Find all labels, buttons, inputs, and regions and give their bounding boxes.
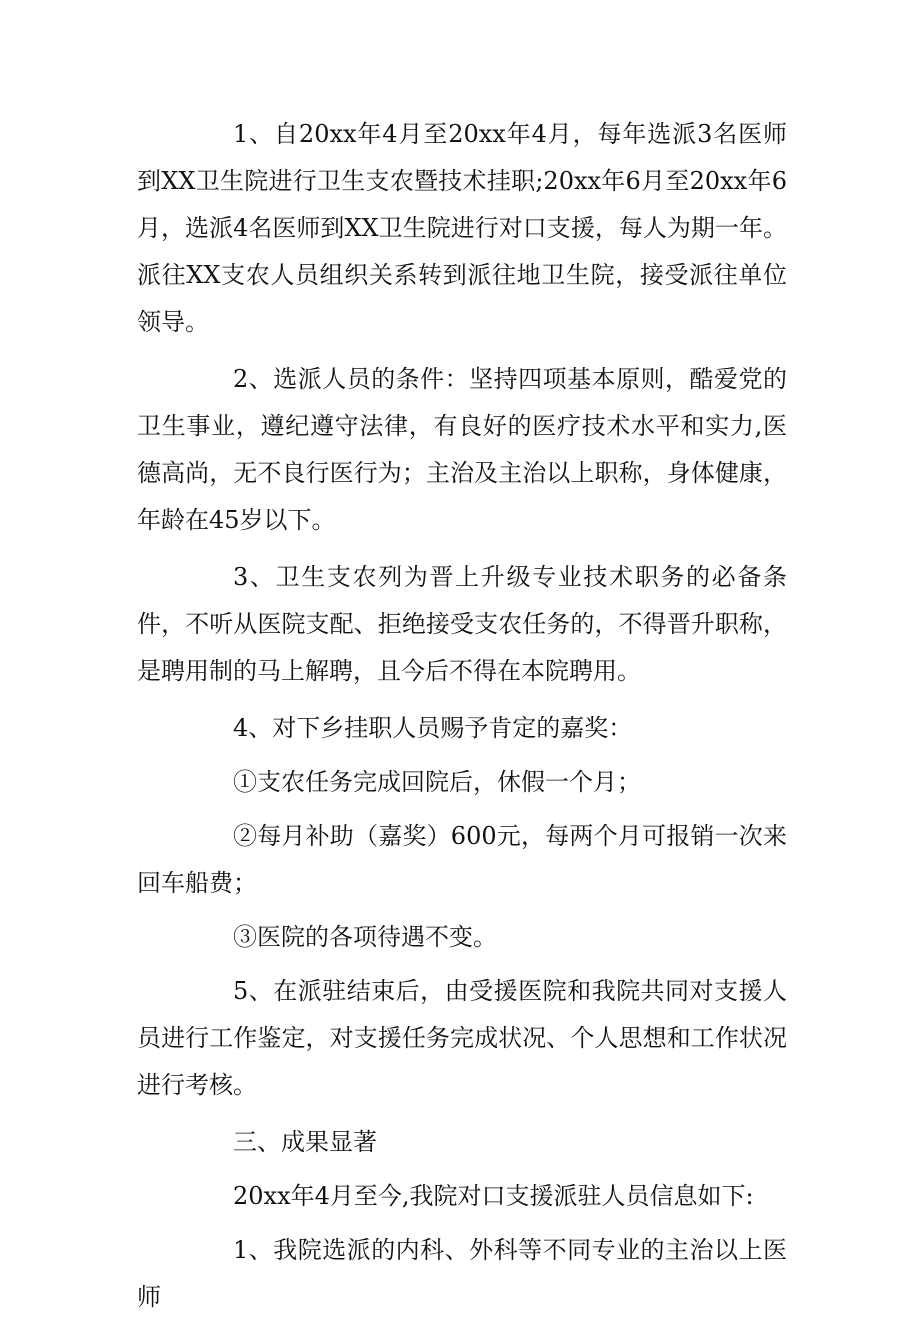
- paragraph-7: ③医院的各项待遇不变。: [233, 923, 497, 951]
- paragraph-3: 3、卫生支农列为晋上升级专业技术职务的必备条件，不听从医院支配、拒绝接受支农任务的，不得晋升职称，是聘用制的马上解聘，且今后不得在本院聘用。: [137, 563, 787, 685]
- paragraph-4: 4、对下乡挂职人员赐予肯定的嘉奖：: [233, 714, 633, 742]
- paragraph-2: 2、选派人员的条件：坚持四项基本原则，酷爱党的卫生事业，遵纪遵守法律，有良好的医疗技术水平和实力,医德高尚，无不良行医行为；主治及主治以上职称，身体健康，年龄在45岁以下。: [137, 365, 787, 534]
- paragraph-9: 20xx年4月至今,我院对口支援派驻人员信息如下:: [233, 1182, 754, 1210]
- paragraph-8: 5、在派驻结束后，由受援医院和我院共同对支援人员进行工作鉴定，对支援任务完成状况、个人思想和工作状况进行考核。: [137, 977, 787, 1099]
- paragraph-6: ②每月补助（嘉奖）600元，每两个月可报销一次来回车船费；: [137, 822, 787, 897]
- section-heading: 三、成果显著: [233, 1128, 377, 1156]
- paragraph-10: 1、我院选派的内科、外科等不同专业的主治以上医师: [137, 1236, 787, 1311]
- paragraph-1: 1、自20xx年4月至20xx年4月，每年选派3名医师到XX卫生院进行卫生支农暨技术挂职;20xx年6月至20xx年6月，选派4名医师到XX卫生院进行对口支援，每人为期一年。派往XX支农人员组织关系转到派往地卫生院，接受派往单位领导。: [137, 120, 787, 336]
- document-body: [137, 111, 787, 1331]
- paragraph-5: ①支农任务完成回院后，休假一个月；: [233, 768, 641, 796]
